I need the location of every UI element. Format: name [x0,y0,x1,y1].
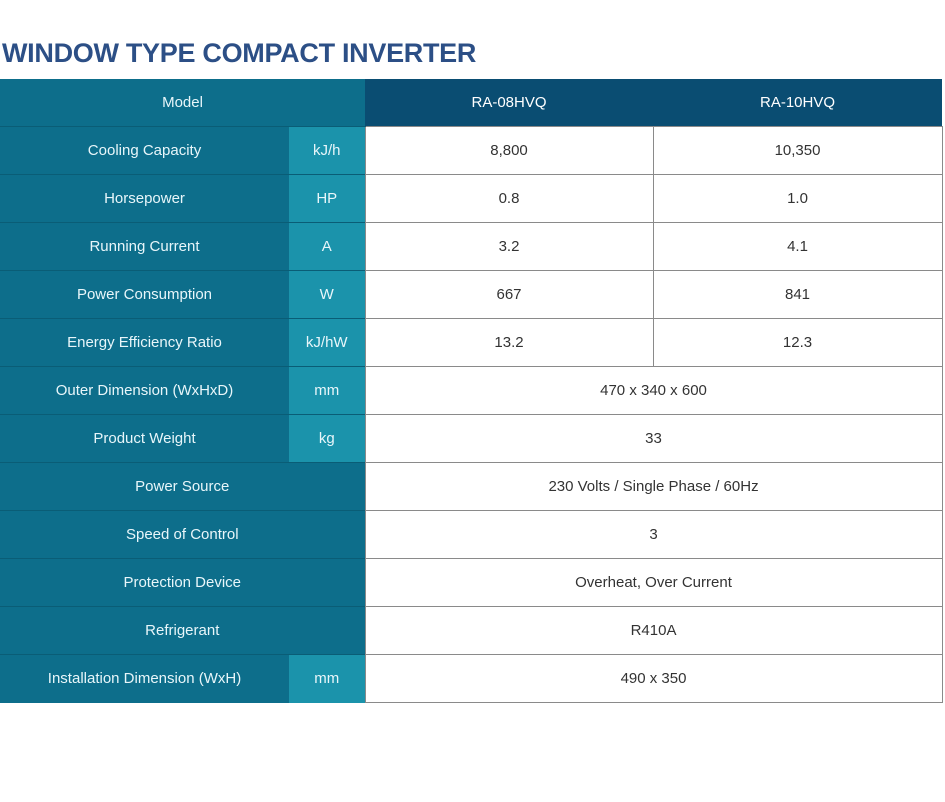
header-row [0,79,942,127]
table-row [0,127,942,175]
spec-label: Installation Dimension (WxH) [0,655,289,703]
spec-value: 1.0 [653,175,942,223]
spec-value: Overheat, Over Current [365,559,942,607]
spec-value: 12.3 [653,319,942,367]
table-row [0,463,942,511]
table-row [0,655,942,703]
table-row [0,559,942,607]
spec-label: Refrigerant [0,607,365,655]
table-row [0,415,942,463]
spec-label: Cooling Capacity [0,127,289,175]
spec-label: Protection Device [0,559,365,607]
table-row [0,223,942,271]
spec-label: Product Weight [0,415,289,463]
table-row [0,175,942,223]
spec-value: 3 [365,511,942,559]
spec-value: 470 x 340 x 600 [365,367,942,415]
spec-value: 230 Volts / Single Phase / 60Hz [365,463,942,511]
spec-unit: W [289,271,365,319]
spec-unit: mm [289,367,365,415]
spec-value: 33 [365,415,942,463]
spec-value: R410A [365,607,942,655]
model-name: RA-08HVQ [365,79,653,127]
spec-value: 3.2 [365,223,653,271]
table-row [0,511,942,559]
table-row [0,367,942,415]
spec-value: 8,800 [365,127,653,175]
spec-label: Power Source [0,463,365,511]
spec-value: 667 [365,271,653,319]
table-row [0,607,942,655]
spec-unit: kJ/h [289,127,365,175]
spec-label: Power Consumption [0,271,289,319]
spec-value: 4.1 [653,223,942,271]
spec-unit: kJ/hW [289,319,365,367]
model-header: Model [0,79,365,127]
spec-value: 490 x 350 [365,655,942,703]
model-name: RA-10HVQ [653,79,942,127]
spec-unit: kg [289,415,365,463]
spec-label: Running Current [0,223,289,271]
spec-label: Energy Efficiency Ratio [0,319,289,367]
spec-table [0,79,943,703]
table-row [0,271,942,319]
spec-unit: HP [289,175,365,223]
spec-value: 10,350 [653,127,942,175]
page-title: WINDOW TYPE COMPACT INVERTER [2,38,477,68]
spec-label: Horsepower [0,175,289,223]
spec-value: 13.2 [365,319,653,367]
spec-label: Outer Dimension (WxHxD) [0,367,289,415]
spec-unit: A [289,223,365,271]
spec-unit: mm [289,655,365,703]
spec-label: Speed of Control [0,511,365,559]
table-row [0,319,942,367]
spec-value: 0.8 [365,175,653,223]
spec-value: 841 [653,271,942,319]
